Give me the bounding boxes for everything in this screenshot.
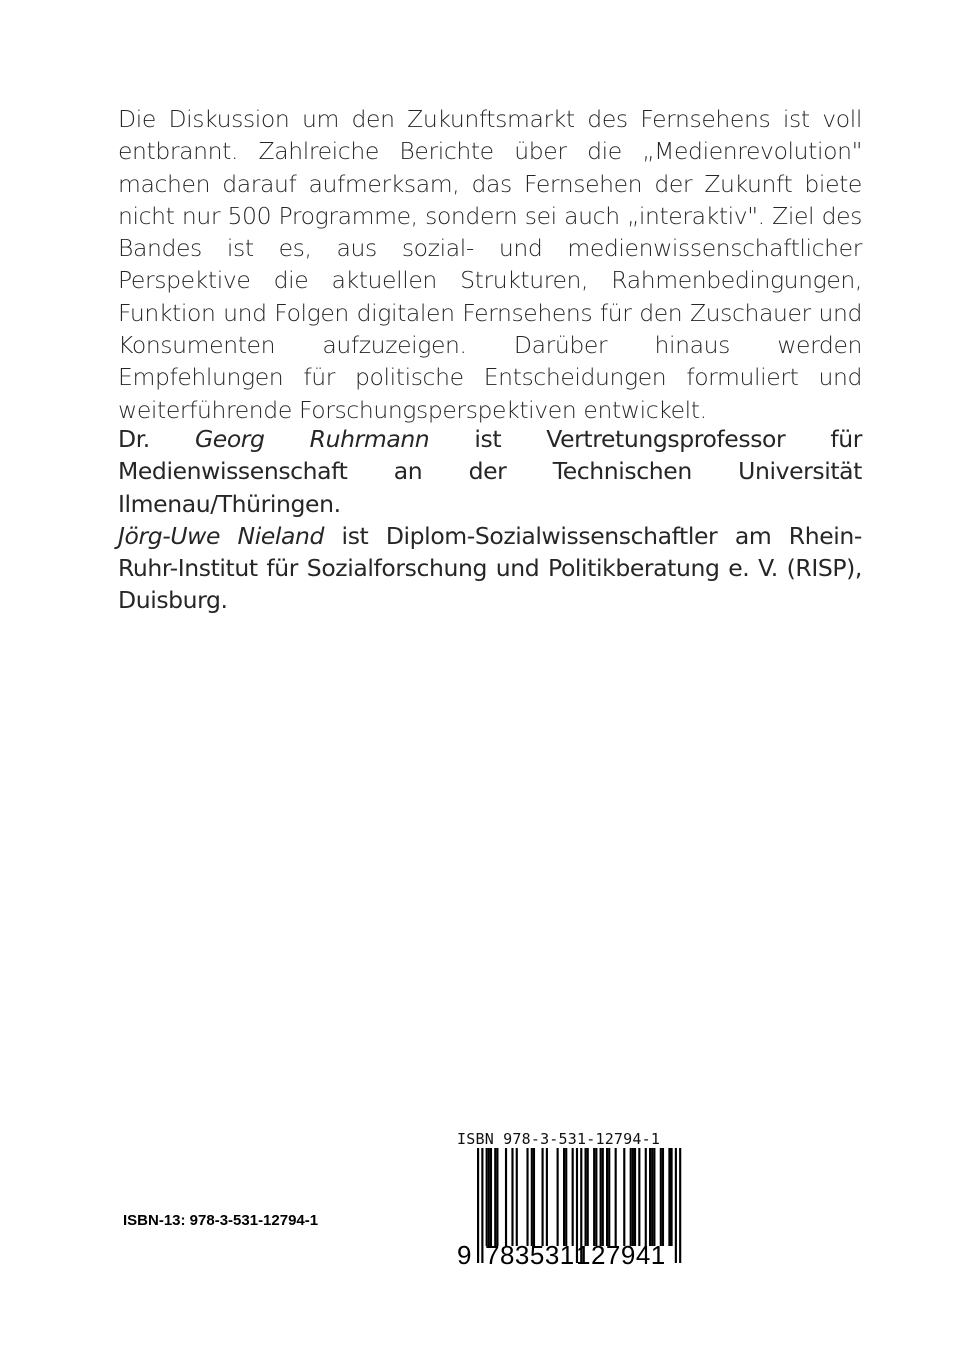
barcode-bar (542, 1148, 544, 1246)
bio-text: ist Diplom-Sozialwissenschaftler am Rhein-Ruhr-Institut für Sozialforschung und Politikberatung e. V. (RISP), Duisburg. (118, 521, 862, 615)
barcode-bar (572, 1148, 574, 1246)
author-bio-nieland (118, 520, 862, 617)
barcode-bar (533, 1148, 535, 1246)
barcode-bar (660, 1148, 662, 1246)
barcode-bar (516, 1148, 518, 1246)
author-name-ruhrmann: Georg Ruhrmann (194, 425, 430, 453)
isbn13-label: ISBN-13: 978-3-531-12794-1 (123, 1212, 319, 1229)
ean-right-group: 127941 (576, 1240, 666, 1270)
barcode-bar (488, 1148, 490, 1246)
barcode-bar (490, 1148, 492, 1246)
barcode-bar (494, 1148, 496, 1246)
barcode-bar (505, 1148, 507, 1246)
barcode-bar (602, 1148, 604, 1246)
barcode-bar (632, 1148, 634, 1246)
barcode-bar (606, 1148, 608, 1246)
barcode-bar (511, 1148, 513, 1246)
barcode-bar (671, 1148, 673, 1246)
bio-prefix: Dr. (118, 425, 195, 453)
barcode-bar (662, 1148, 664, 1246)
bio-text: ist Vertretungsprofessor für Medienwissenschaft an der Technischen Universität Ilmenau/Thüringen. (118, 425, 862, 518)
barcode-bar (679, 1148, 681, 1263)
author-bio-ruhrmann (118, 423, 862, 520)
barcode-bar (546, 1148, 548, 1246)
barcode-bar (585, 1148, 587, 1246)
barcode-bar (600, 1148, 602, 1246)
barcode-bar (615, 1148, 617, 1246)
barcode-bar (526, 1148, 528, 1246)
barcode-bar (531, 1148, 533, 1246)
barcode-bar (668, 1148, 670, 1246)
barcode-bar (563, 1148, 565, 1246)
barcode-bar (608, 1148, 610, 1246)
barcode-bar (496, 1148, 498, 1246)
barcode-bar (638, 1148, 640, 1246)
barcode-bar (593, 1148, 595, 1246)
barcode-bar (587, 1148, 589, 1246)
barcode-bar (653, 1148, 655, 1246)
barcode-bar (651, 1148, 653, 1246)
barcode-bar (649, 1148, 651, 1246)
barcode-bar (477, 1148, 479, 1263)
barcode-bar (630, 1148, 632, 1246)
barcode-bar (595, 1148, 597, 1246)
barcode-bar (481, 1148, 483, 1263)
ean-left-group: 783531 (485, 1240, 575, 1270)
barcode-bar (645, 1148, 647, 1246)
barcode-isbn-text: ISBN 978-3-531-12794-1 (457, 1130, 661, 1148)
barcode (455, 1130, 700, 1285)
barcode-bar (623, 1148, 625, 1246)
barcode-bar (675, 1148, 677, 1263)
back-cover-blurb: Die Diskussion um den Zukunftsmarkt des Fernsehens ist voll entbrannt. Zahlreiche Berichte über die „Medienrevolution" machen darauf aufmerksam, das Fernsehen der Zukunft biete nicht nur 500 Programme, sondern sei auch „interaktiv". Ziel des Bandes ist es, aus sozial- und medienwissenschaftlicher Perspektive die aktuellen Strukturen, Rahmenbedingungen, Funktion und Folgen digitalen Fernsehens für den Zuschauer und Konsumenten aufzuzeigen. Darüber hinaus werden Empfehlungen für politische Entscheidungen formuliert und weiterführende Forschungsperspektiven entwickelt. (118, 105, 862, 424)
author-bios (118, 423, 862, 617)
ean-first-digit: 9 (457, 1240, 472, 1270)
barcode-bar (634, 1148, 636, 1246)
barcode-bar (486, 1148, 488, 1246)
barcode-bar (557, 1148, 559, 1246)
author-name-nieland: Jörg-Uwe Nieland (118, 521, 325, 550)
barcode-bar (565, 1148, 567, 1246)
